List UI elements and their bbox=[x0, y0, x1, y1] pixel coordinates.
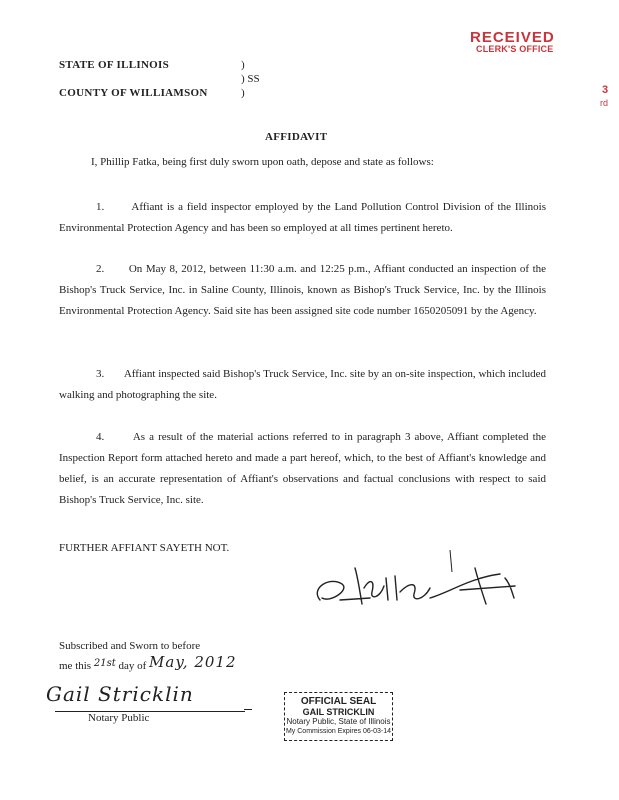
paragraph-number: 2. bbox=[96, 263, 105, 275]
page-title: AFFIDAVIT bbox=[265, 131, 328, 143]
seal-commission-expires: My Commission Expires 06-03-14 bbox=[285, 728, 392, 735]
paragraph-number: 3. bbox=[96, 368, 105, 380]
jurat-line-1: Subscribed and Sworn to before bbox=[59, 640, 201, 652]
paragraph-text: Affiant is a field inspector employed by the Land Pollution Control Division of the Illinois Environmental Protection Agency and has been so employed at all times pertinent hereto. bbox=[59, 201, 546, 234]
affiant-signature-text: Phillip Fatka bbox=[300, 548, 306, 549]
paragraph-4 bbox=[59, 427, 546, 511]
closing-statement: FURTHER AFFIANT SAYETH NOT. bbox=[59, 542, 230, 554]
affiant-signature bbox=[300, 548, 540, 618]
paragraph-text: As a result of the material actions referred to in paragraph 3 above, Affiant completed the Inspection Report form attached hereto and made a part hereof, which, to the best of Affiant's knowledge and belief, is an accurate representation of Affiant's observations and factual conclusions with respect to said Bishop's Truck Service, Inc. site. bbox=[59, 431, 547, 506]
jurat-day-handwritten: 21st bbox=[93, 658, 116, 669]
paragraph-3 bbox=[59, 364, 546, 406]
jurat-day-of: day of bbox=[118, 660, 147, 672]
received-stamp: RECEIVED bbox=[470, 29, 555, 46]
seal-notary-state: Notary Public, State of Illinois bbox=[286, 717, 391, 726]
jurat-me-this: me this bbox=[59, 660, 92, 672]
county-of-williamson: COUNTY OF WILLIAMSON bbox=[59, 87, 208, 99]
paragraph-text: Affiant inspected said Bishop's Truck Service, Inc. site by an on-site inspection, which included walking and photographing the site. bbox=[59, 368, 547, 401]
notary-public-label: Notary Public bbox=[88, 712, 150, 724]
seal-name: GAIL STRICKLIN bbox=[302, 707, 375, 717]
state-of-illinois: STATE OF ILLINOIS bbox=[59, 59, 170, 71]
paragraph-1 bbox=[59, 197, 546, 239]
notary-signature-line bbox=[55, 711, 245, 712]
paragraph-number: 4. bbox=[96, 431, 105, 443]
stamp-fragment-bottom: rd bbox=[600, 98, 609, 108]
caption-paren-2: ) bbox=[241, 87, 245, 99]
paragraph-text: On May 8, 2012, between 11:30 a.m. and 12:25 p.m., Affiant conducted an inspection of the Bishop's Truck Service, Inc. in Saline County, Illinois, known as Bishop's Truck Service, Inc. by the Illinois Environmental Protection Agency. Said site has been assigned site code number 1650205091 by the Agency. bbox=[59, 263, 547, 317]
jurat-month-year-handwritten: May, 2012 bbox=[149, 653, 237, 671]
clerks-office-stamp: CLERK'S OFFICE bbox=[476, 44, 554, 54]
stamp-fragment-top: 3 bbox=[602, 84, 609, 96]
jurat-line-2 bbox=[59, 655, 237, 673]
caption-ss: ) SS bbox=[241, 73, 260, 85]
paragraph-number: 1. bbox=[96, 201, 105, 213]
caption-paren-1: ) bbox=[241, 59, 245, 71]
seal-title: OFFICIAL SEAL bbox=[300, 696, 377, 707]
paragraph-2 bbox=[59, 259, 546, 322]
official-seal bbox=[284, 692, 393, 741]
dash-mark bbox=[244, 709, 252, 710]
intro-statement: I, Phillip Fatka, being first duly sworn upon oath, depose and state as follows: bbox=[91, 156, 434, 168]
notary-signature: Gail Stricklin bbox=[46, 682, 194, 706]
